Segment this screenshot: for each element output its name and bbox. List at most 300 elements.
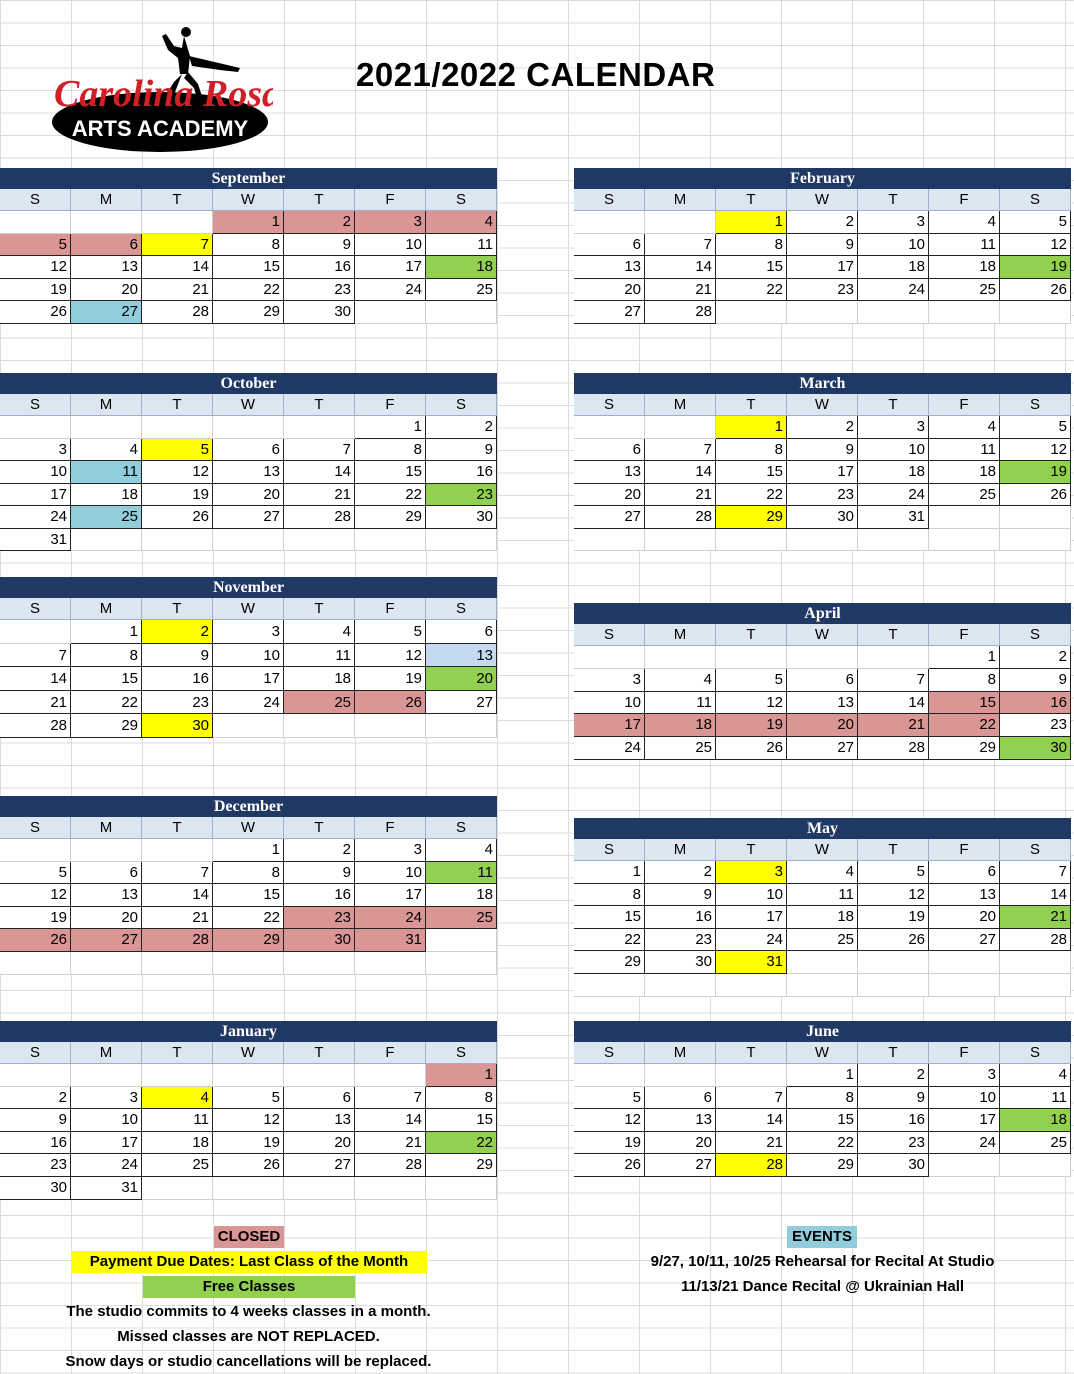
day-cell: 31 xyxy=(355,929,426,952)
empty-day-cell xyxy=(0,952,71,975)
week-row xyxy=(574,506,1071,529)
day-cell: 5 xyxy=(574,1087,645,1110)
day-cell: 16 xyxy=(284,884,355,907)
weekday-label: W xyxy=(787,624,858,646)
day-cell: 31 xyxy=(716,951,787,974)
week-row xyxy=(0,234,497,257)
empty-day-cell xyxy=(142,952,213,975)
week-row xyxy=(574,529,1071,552)
day-cell: 27 xyxy=(71,929,142,952)
empty-day-cell xyxy=(929,301,1000,324)
weekday-label: T xyxy=(284,189,355,211)
day-cell: 24 xyxy=(716,929,787,952)
day-cell: 22 xyxy=(716,279,787,302)
weekday-header-row xyxy=(574,189,1071,211)
weekday-label: M xyxy=(71,189,142,211)
day-cell: 7 xyxy=(0,644,71,668)
logo-script-text: Carolina Rosa xyxy=(54,73,273,115)
month-march xyxy=(574,373,1071,551)
day-cell: 8 xyxy=(716,234,787,257)
weekday-header-row xyxy=(0,189,497,211)
day-cell: 13 xyxy=(284,1109,355,1132)
day-cell: 9 xyxy=(787,234,858,257)
day-cell: 19 xyxy=(0,279,71,302)
weekday-label: F xyxy=(929,624,1000,646)
empty-day-cell xyxy=(0,620,71,644)
weekday-label: F xyxy=(355,1042,426,1064)
week-row xyxy=(574,884,1071,907)
day-cell: 11 xyxy=(426,234,497,257)
day-cell: 5 xyxy=(142,439,213,462)
day-cell: 14 xyxy=(645,461,716,484)
empty-day-cell xyxy=(645,211,716,234)
weekday-label: T xyxy=(284,817,355,839)
day-cell: 29 xyxy=(787,1154,858,1177)
day-cell: 10 xyxy=(858,439,929,462)
day-cell: 6 xyxy=(71,234,142,257)
week-row xyxy=(574,439,1071,462)
week-row xyxy=(0,839,497,862)
day-cell: 17 xyxy=(71,1132,142,1155)
day-cell: 1 xyxy=(213,839,284,862)
week-row xyxy=(0,644,497,668)
weekday-label: F xyxy=(355,189,426,211)
day-cell: 15 xyxy=(929,692,1000,715)
event-rehearsal: 9/27, 10/11, 10/25 Rehearsal for Recital At Studio xyxy=(650,1253,995,1270)
empty-day-cell xyxy=(71,1064,142,1087)
weekday-label: M xyxy=(71,394,142,416)
day-cell: 28 xyxy=(355,1154,426,1177)
week-row xyxy=(0,907,497,930)
day-cell: 10 xyxy=(71,1109,142,1132)
weekday-label: W xyxy=(787,189,858,211)
day-cell: 6 xyxy=(574,439,645,462)
day-cell: 22 xyxy=(71,691,142,715)
empty-day-cell xyxy=(787,974,858,997)
day-cell: 2 xyxy=(426,416,497,439)
day-cell: 24 xyxy=(574,737,645,760)
weekday-label: S xyxy=(574,394,645,416)
day-cell: 21 xyxy=(645,279,716,302)
day-cell: 10 xyxy=(355,862,426,885)
day-cell: 5 xyxy=(716,669,787,692)
day-cell: 9 xyxy=(142,644,213,668)
day-cell: 15 xyxy=(716,256,787,279)
day-cell: 26 xyxy=(142,506,213,529)
empty-day-cell xyxy=(355,714,426,738)
empty-day-cell xyxy=(142,211,213,234)
empty-day-cell xyxy=(645,646,716,669)
day-cell: 10 xyxy=(929,1087,1000,1110)
day-cell: 30 xyxy=(0,1177,71,1200)
month-june xyxy=(574,1021,1071,1177)
day-cell: 2 xyxy=(787,416,858,439)
day-cell: 30 xyxy=(858,1154,929,1177)
day-cell: 13 xyxy=(645,1109,716,1132)
day-cell: 18 xyxy=(284,667,355,691)
month-title: November xyxy=(0,577,497,598)
day-cell: 5 xyxy=(858,861,929,884)
day-cell: 6 xyxy=(284,1087,355,1110)
day-cell: 7 xyxy=(645,234,716,257)
day-cell: 11 xyxy=(1000,1087,1071,1110)
day-cell: 3 xyxy=(355,211,426,234)
empty-day-cell xyxy=(426,1177,497,1200)
week-row xyxy=(0,1132,497,1155)
day-cell: 15 xyxy=(71,667,142,691)
weekday-label: T xyxy=(858,1042,929,1064)
empty-day-cell xyxy=(213,529,284,552)
day-cell: 19 xyxy=(355,667,426,691)
empty-day-cell xyxy=(858,529,929,552)
day-cell: 12 xyxy=(1000,439,1071,462)
weekday-label: F xyxy=(355,598,426,620)
day-cell: 7 xyxy=(142,862,213,885)
empty-day-cell xyxy=(355,529,426,552)
day-cell: 4 xyxy=(142,1087,213,1110)
weekday-label: W xyxy=(213,598,284,620)
day-cell: 25 xyxy=(426,907,497,930)
day-cell: 14 xyxy=(1000,884,1071,907)
weekday-label: S xyxy=(1000,839,1071,861)
day-cell: 14 xyxy=(284,461,355,484)
empty-day-cell xyxy=(929,529,1000,552)
day-cell: 8 xyxy=(929,669,1000,692)
day-cell: 3 xyxy=(574,669,645,692)
empty-day-cell xyxy=(142,839,213,862)
day-cell: 30 xyxy=(284,929,355,952)
month-january xyxy=(0,1021,497,1200)
day-cell: 28 xyxy=(716,1154,787,1177)
day-cell: 21 xyxy=(716,1132,787,1155)
day-cell: 21 xyxy=(1000,906,1071,929)
policy-note: Missed classes are NOT REPLACED. xyxy=(117,1328,380,1345)
week-row xyxy=(574,1109,1071,1132)
day-cell: 15 xyxy=(787,1109,858,1132)
empty-day-cell xyxy=(645,529,716,552)
day-cell: 3 xyxy=(929,1064,1000,1087)
day-cell: 26 xyxy=(1000,484,1071,507)
day-cell: 26 xyxy=(0,301,71,324)
day-cell: 20 xyxy=(929,906,1000,929)
event-recital: 11/13/21 Dance Recital @ Ukrainian Hall xyxy=(680,1278,965,1295)
week-row xyxy=(0,667,497,691)
day-cell: 2 xyxy=(284,839,355,862)
empty-day-cell xyxy=(426,714,497,738)
day-cell: 3 xyxy=(71,1087,142,1110)
week-row xyxy=(574,929,1071,952)
day-cell: 16 xyxy=(142,667,213,691)
month-april xyxy=(574,603,1071,760)
day-cell: 18 xyxy=(1000,1109,1071,1132)
day-cell: 7 xyxy=(645,439,716,462)
week-row xyxy=(0,279,497,302)
policy-note: Snow days or studio cancellations will be replaced. xyxy=(65,1353,432,1370)
weekday-header-row xyxy=(574,839,1071,861)
day-cell: 27 xyxy=(645,1154,716,1177)
day-cell: 19 xyxy=(574,1132,645,1155)
week-row xyxy=(574,1064,1071,1087)
empty-day-cell xyxy=(645,1064,716,1087)
weekday-label: T xyxy=(716,1042,787,1064)
day-cell: 13 xyxy=(213,461,284,484)
week-row xyxy=(0,416,497,439)
week-row xyxy=(0,952,497,975)
month-title: May xyxy=(574,818,1071,839)
empty-day-cell xyxy=(0,1064,71,1087)
month-title: September xyxy=(0,168,497,189)
day-cell: 5 xyxy=(1000,416,1071,439)
empty-day-cell xyxy=(284,1177,355,1200)
day-cell: 12 xyxy=(716,692,787,715)
day-cell: 21 xyxy=(0,691,71,715)
day-cell: 12 xyxy=(213,1109,284,1132)
day-cell: 22 xyxy=(213,907,284,930)
day-cell: 14 xyxy=(355,1109,426,1132)
day-cell: 3 xyxy=(0,439,71,462)
day-cell: 25 xyxy=(787,929,858,952)
day-cell: 11 xyxy=(929,439,1000,462)
day-cell: 31 xyxy=(858,506,929,529)
day-cell: 30 xyxy=(284,301,355,324)
month-title: April xyxy=(574,603,1071,624)
weekday-label: T xyxy=(284,598,355,620)
logo-subtitle-text: ARTS ACADEMY xyxy=(71,116,249,141)
day-cell: 15 xyxy=(716,461,787,484)
empty-day-cell xyxy=(284,1064,355,1087)
weekday-label: S xyxy=(0,598,71,620)
day-cell: 29 xyxy=(213,929,284,952)
empty-day-cell xyxy=(355,1064,426,1087)
day-cell: 26 xyxy=(716,737,787,760)
week-row xyxy=(574,484,1071,507)
weekday-label: W xyxy=(787,1042,858,1064)
day-cell: 30 xyxy=(142,714,213,738)
day-cell: 15 xyxy=(574,906,645,929)
day-cell: 13 xyxy=(574,256,645,279)
week-row xyxy=(574,692,1071,715)
week-row xyxy=(574,906,1071,929)
empty-day-cell xyxy=(142,529,213,552)
day-cell: 27 xyxy=(574,301,645,324)
legend-free-classes: Free Classes xyxy=(143,1276,355,1298)
day-cell: 10 xyxy=(355,234,426,257)
day-cell: 18 xyxy=(929,461,1000,484)
day-cell: 16 xyxy=(284,256,355,279)
day-cell: 3 xyxy=(858,211,929,234)
day-cell: 4 xyxy=(426,211,497,234)
week-row xyxy=(0,301,497,324)
day-cell: 21 xyxy=(284,484,355,507)
day-cell: 21 xyxy=(142,907,213,930)
week-row xyxy=(0,1109,497,1132)
week-row xyxy=(0,714,497,738)
day-cell: 23 xyxy=(787,484,858,507)
weekday-label: W xyxy=(787,394,858,416)
day-cell: 27 xyxy=(71,301,142,324)
empty-day-cell xyxy=(71,952,142,975)
empty-day-cell xyxy=(858,974,929,997)
month-october xyxy=(0,373,497,551)
empty-day-cell xyxy=(355,301,426,324)
day-cell: 15 xyxy=(213,884,284,907)
weekday-label: F xyxy=(929,189,1000,211)
day-cell: 16 xyxy=(1000,692,1071,715)
day-cell: 9 xyxy=(858,1087,929,1110)
day-cell: 23 xyxy=(645,929,716,952)
weekday-label: S xyxy=(1000,624,1071,646)
weekday-label: M xyxy=(71,1042,142,1064)
day-cell: 23 xyxy=(787,279,858,302)
empty-day-cell xyxy=(716,301,787,324)
academy-logo xyxy=(48,22,273,154)
day-cell: 3 xyxy=(716,861,787,884)
week-row xyxy=(0,929,497,952)
empty-day-cell xyxy=(574,646,645,669)
day-cell: 2 xyxy=(645,861,716,884)
day-cell: 30 xyxy=(645,951,716,974)
weekday-label: T xyxy=(716,839,787,861)
day-cell: 17 xyxy=(0,484,71,507)
day-cell: 4 xyxy=(929,211,1000,234)
empty-day-cell xyxy=(426,301,497,324)
day-cell: 25 xyxy=(142,1154,213,1177)
day-cell: 7 xyxy=(284,439,355,462)
empty-day-cell xyxy=(787,529,858,552)
day-cell: 9 xyxy=(0,1109,71,1132)
day-cell: 9 xyxy=(1000,669,1071,692)
day-cell: 14 xyxy=(858,692,929,715)
day-cell: 27 xyxy=(574,506,645,529)
day-cell: 13 xyxy=(574,461,645,484)
day-cell: 29 xyxy=(71,714,142,738)
day-cell: 22 xyxy=(787,1132,858,1155)
day-cell: 18 xyxy=(645,714,716,737)
day-cell: 23 xyxy=(1000,714,1071,737)
day-cell: 2 xyxy=(787,211,858,234)
day-cell: 5 xyxy=(355,620,426,644)
week-row xyxy=(0,1154,497,1177)
day-cell: 4 xyxy=(645,669,716,692)
week-row xyxy=(574,951,1071,974)
week-row xyxy=(0,506,497,529)
day-cell: 17 xyxy=(787,256,858,279)
weekday-label: T xyxy=(858,189,929,211)
month-title: February xyxy=(574,168,1071,189)
week-row xyxy=(574,256,1071,279)
day-cell: 24 xyxy=(71,1154,142,1177)
day-cell: 25 xyxy=(71,506,142,529)
week-row xyxy=(574,234,1071,257)
day-cell: 6 xyxy=(645,1087,716,1110)
month-december xyxy=(0,796,497,975)
week-row xyxy=(0,256,497,279)
day-cell: 7 xyxy=(142,234,213,257)
day-cell: 13 xyxy=(71,256,142,279)
day-cell: 8 xyxy=(213,862,284,885)
weekday-label: T xyxy=(142,1042,213,1064)
day-cell: 16 xyxy=(858,1109,929,1132)
weekday-label: S xyxy=(426,817,497,839)
weekday-label: S xyxy=(1000,1042,1071,1064)
day-cell: 19 xyxy=(858,906,929,929)
day-cell: 13 xyxy=(426,644,497,668)
weekday-label: T xyxy=(284,1042,355,1064)
day-cell: 22 xyxy=(716,484,787,507)
empty-day-cell xyxy=(929,974,1000,997)
weekday-label: M xyxy=(71,817,142,839)
week-row xyxy=(574,737,1071,760)
month-title: October xyxy=(0,373,497,394)
weekday-label: T xyxy=(284,394,355,416)
day-cell: 7 xyxy=(1000,861,1071,884)
day-cell: 25 xyxy=(426,279,497,302)
weekday-label: W xyxy=(213,817,284,839)
week-row xyxy=(0,1177,497,1200)
empty-day-cell xyxy=(284,529,355,552)
weekday-label: S xyxy=(1000,189,1071,211)
day-cell: 22 xyxy=(929,714,1000,737)
day-cell: 11 xyxy=(787,884,858,907)
day-cell: 21 xyxy=(645,484,716,507)
day-cell: 22 xyxy=(574,929,645,952)
week-row xyxy=(574,1087,1071,1110)
day-cell: 7 xyxy=(858,669,929,692)
empty-day-cell xyxy=(1000,951,1071,974)
day-cell: 29 xyxy=(929,737,1000,760)
day-cell: 26 xyxy=(1000,279,1071,302)
week-row xyxy=(574,211,1071,234)
empty-day-cell xyxy=(787,646,858,669)
weekday-label: M xyxy=(645,839,716,861)
policy-note: The studio commits to 4 weeks classes in a month. xyxy=(66,1303,431,1320)
weekday-label: S xyxy=(574,1042,645,1064)
day-cell: 9 xyxy=(284,234,355,257)
day-cell: 24 xyxy=(858,484,929,507)
empty-day-cell xyxy=(858,646,929,669)
weekday-label: S xyxy=(1000,394,1071,416)
week-row xyxy=(0,620,497,644)
empty-day-cell xyxy=(71,211,142,234)
empty-day-cell xyxy=(645,416,716,439)
week-row xyxy=(0,439,497,462)
weekday-label: T xyxy=(716,624,787,646)
weekday-label: T xyxy=(858,394,929,416)
empty-day-cell xyxy=(574,529,645,552)
weekday-header-row xyxy=(0,394,497,416)
empty-day-cell xyxy=(213,1177,284,1200)
weekday-label: T xyxy=(142,598,213,620)
empty-day-cell xyxy=(213,1064,284,1087)
day-cell: 28 xyxy=(645,506,716,529)
empty-day-cell xyxy=(355,1177,426,1200)
weekday-label: S xyxy=(0,189,71,211)
day-cell: 11 xyxy=(929,234,1000,257)
day-cell: 31 xyxy=(71,1177,142,1200)
day-cell: 25 xyxy=(1000,1132,1071,1155)
day-cell: 11 xyxy=(645,692,716,715)
weekday-label: T xyxy=(716,394,787,416)
weekday-label: M xyxy=(645,624,716,646)
empty-day-cell xyxy=(0,211,71,234)
weekday-label: W xyxy=(787,839,858,861)
day-cell: 29 xyxy=(426,1154,497,1177)
empty-day-cell xyxy=(1000,529,1071,552)
weekday-label: S xyxy=(574,839,645,861)
weekday-label: F xyxy=(929,1042,1000,1064)
month-september xyxy=(0,168,497,324)
day-cell: 8 xyxy=(574,884,645,907)
